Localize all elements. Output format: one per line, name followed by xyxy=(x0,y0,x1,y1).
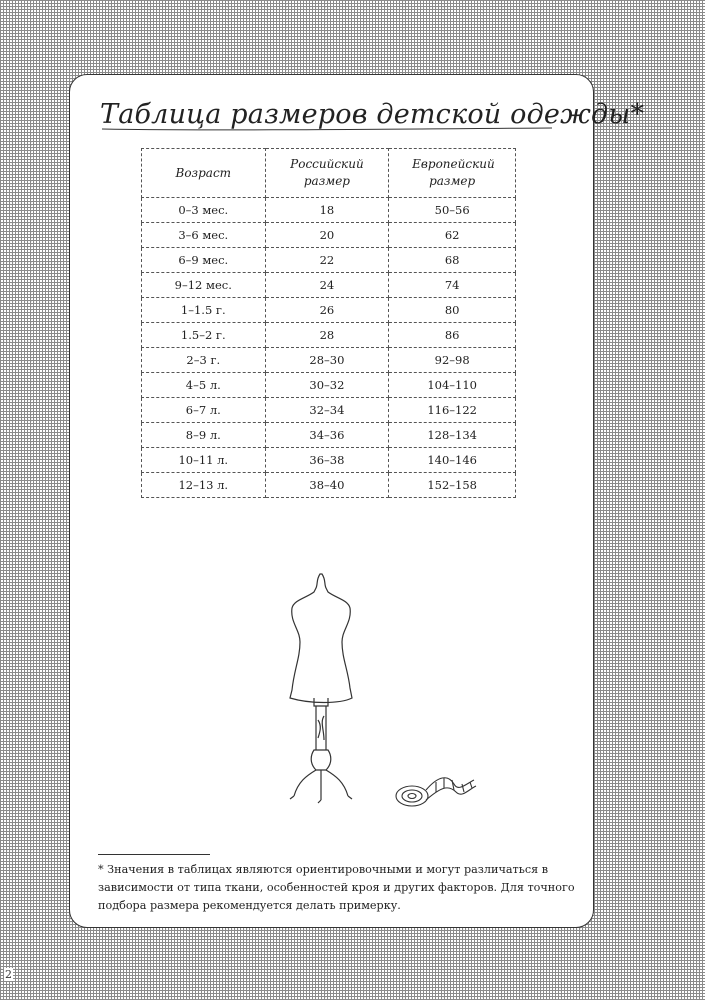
cell-european-size: 152–158 xyxy=(389,473,516,498)
cell-age: 8–9 л. xyxy=(142,423,266,448)
cell-age: 9–12 мес. xyxy=(142,273,266,298)
header-age: Возраст xyxy=(142,149,266,198)
cell-age: 6–7 л. xyxy=(142,398,266,423)
table-row xyxy=(142,348,516,373)
page-number: 2 xyxy=(5,968,12,981)
title-flourish-underline xyxy=(100,125,555,145)
cell-age: 1–1.5 г. xyxy=(142,298,266,323)
table-row xyxy=(142,248,516,273)
footnote: * Значения в таблицах являются ориентировочными и могут различаться в зависимости от типа ткани, особенностей кроя и других факторов. Для точного подбора размера рекомендуется делать примерку. xyxy=(98,863,575,912)
cell-age: 2–3 г. xyxy=(142,348,266,373)
illustration xyxy=(270,570,480,810)
cell-european-size: 50–56 xyxy=(389,198,516,223)
size-chart-card xyxy=(69,74,645,928)
cell-european-size: 62 xyxy=(389,223,516,248)
cell-age: 3–6 мес. xyxy=(142,223,266,248)
cell-age: 4–5 л. xyxy=(142,373,266,398)
footnote-divider xyxy=(98,854,210,855)
table-row xyxy=(142,223,516,248)
table-row xyxy=(142,398,516,423)
table-row xyxy=(142,448,516,473)
table-row xyxy=(142,198,516,223)
table-row xyxy=(142,423,516,448)
cell-age: 0–3 мес. xyxy=(142,198,266,223)
cell-russian-size: 20 xyxy=(265,223,389,248)
cell-european-size: 80 xyxy=(389,298,516,323)
cell-russian-size: 36–38 xyxy=(265,448,389,473)
cell-european-size: 104–110 xyxy=(389,373,516,398)
cell-russian-size: 24 xyxy=(265,273,389,298)
title-block xyxy=(100,89,645,141)
cell-european-size: 116–122 xyxy=(389,398,516,423)
cell-russian-size: 32–34 xyxy=(265,398,389,423)
measuring-tape-icon xyxy=(396,778,476,806)
cell-european-size: 128–134 xyxy=(389,423,516,448)
table-row xyxy=(142,323,516,348)
cell-russian-size: 30–32 xyxy=(265,373,389,398)
cell-age: 12–13 л. xyxy=(142,473,266,498)
table-row xyxy=(142,298,516,323)
table-row xyxy=(142,473,516,498)
cell-russian-size: 38–40 xyxy=(265,473,389,498)
size-table xyxy=(141,148,516,498)
cell-russian-size: 18 xyxy=(265,198,389,223)
cell-european-size: 74 xyxy=(389,273,516,298)
cell-russian-size: 22 xyxy=(265,248,389,273)
dress-form-icon xyxy=(290,574,352,803)
cell-european-size: 92–98 xyxy=(389,348,516,373)
header-russian-size: Российский размер xyxy=(265,149,389,198)
table-header-row xyxy=(142,149,516,198)
cell-age: 1.5–2 г. xyxy=(142,323,266,348)
cell-european-size: 68 xyxy=(389,248,516,273)
table-row xyxy=(142,373,516,398)
cell-russian-size: 26 xyxy=(265,298,389,323)
cell-european-size: 86 xyxy=(389,323,516,348)
cell-russian-size: 34–36 xyxy=(265,423,389,448)
cell-age: 6–9 мес. xyxy=(142,248,266,273)
header-european-size: Европейский размер xyxy=(389,149,516,198)
cell-age: 10–11 л. xyxy=(142,448,266,473)
table-row xyxy=(142,273,516,298)
cell-russian-size: 28 xyxy=(265,323,389,348)
cell-russian-size: 28–30 xyxy=(265,348,389,373)
cell-european-size: 140–146 xyxy=(389,448,516,473)
page-title: Таблица размеров детской одежды* xyxy=(100,99,645,130)
